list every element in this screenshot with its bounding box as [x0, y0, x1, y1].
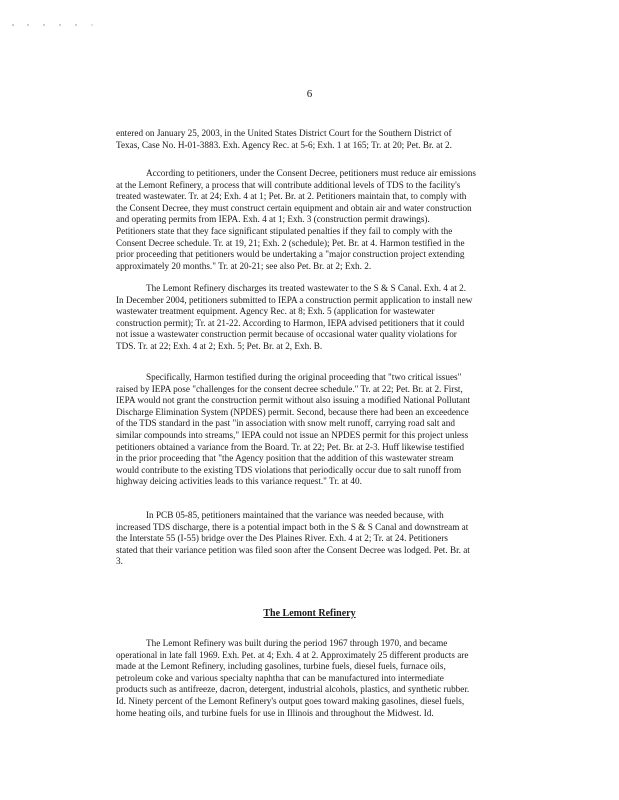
text-line: the Interstate 55 (I-55) bridge over the Des Plaines River. Exh. 4 at 2; Tr. at 24. Petitioners: [116, 533, 448, 544]
text-line: would contribute to the existing TDS violations that periodically occur due to salt runoff from: [116, 464, 462, 475]
text-line: According to petitioners, under the Consent Decree, petitioners must reduce air emissions: [146, 168, 476, 178]
paragraph-discharge: [116, 283, 511, 353]
text-line: Consent Decree schedule. Tr. at 19, 21; Exh. 2 (schedule); Pet. Br. at 4. Harmon testified in the: [116, 237, 465, 248]
text-line: not issue a wastewater construction permit because of occasional water quality violations for: [116, 329, 457, 340]
text-line: operational in late fall 1969. Exh. Pet. at 4; Exh. 4 at 2. Approximately 25 different products are: [116, 649, 469, 660]
scan-artifact-marks: [10, 22, 130, 28]
text-line: at the Lemont Refinery, a process that will contribute additional levels of TDS to the facility's: [116, 179, 461, 190]
text-line: similar compounds into streams," IEPA could not issue an NPDES permit for this project unless: [116, 429, 469, 440]
section-heading: The Lemont Refinery: [263, 608, 356, 619]
text-line: in the prior proceeding that "the Agency position that the addition of this wastewater stream: [116, 453, 454, 464]
text-line: prior proceeding that petitioners would be undertaking a "major construction project extending: [116, 249, 465, 260]
text-line: stated that their variance petition was filed soon after the Consent Decree was lodged. Pet. Br. at: [116, 544, 470, 555]
text-line: Petitioners state that they face significant stipulated penalties if they fail to comply with the: [116, 225, 453, 236]
text-line: TDS. Tr. at 22; Exh. 4 at 2; Exh. 5; Pet. Br. at 2, Exh. B.: [116, 340, 323, 351]
text-line: of the TDS standard in the past "in association with snow melt runoff, carrying road salt and: [116, 418, 455, 429]
paragraph-consent-decree: [116, 168, 511, 272]
text-line: increased TDS discharge, there is a potential impact both in the S & S Canal and downstream at: [116, 521, 469, 532]
text-line: Id. Ninety percent of the Lemont Refinery's output goes toward making gasolines, diesel fuels,: [116, 695, 465, 706]
text-line: home heating oils, and turbine fuels for use in Illinois and throughout the Midwest. Id.: [116, 707, 434, 718]
paragraph-refinery-history: [116, 638, 511, 719]
text-line: The Lemont Refinery was built during the period 1967 through 1970, and became: [146, 638, 448, 648]
text-line: entered on January 25, 2003, in the United States District Court for the Southern District of: [116, 128, 452, 138]
text-line: construction permit); Tr. at 21-22. According to Harmon, IEPA advised petitioners that it could: [116, 317, 465, 328]
text-line: The Lemont Refinery discharges its treated wastewater to the S & S Canal. Exh. 4 at 2.: [146, 283, 467, 293]
text-line: wastewater treatment equipment. Agency Rec. at 8; Exh. 5 (application for wastewater: [116, 306, 435, 317]
text-line: 3.: [116, 556, 123, 567]
text-line: Specifically, Harmon testified during the original proceeding that "two critical issues": [146, 372, 462, 382]
text-line: In PCB 05-85, petitioners maintained that the variance was needed because, with: [146, 510, 444, 520]
text-line: petitioners obtained a variance from the Board. Tr. at 22; Pet. Br. at 2-3. Huff likewise testified: [116, 441, 465, 452]
text-line: and operating permits from IEPA. Exh. 4 at 1; Exh. 3 (construction permit drawings).: [116, 214, 430, 225]
text-line: products such as antifreeze, dacron, detergent, industrial alcohols, plastics, and synthetic rubber.: [116, 684, 470, 695]
text-line: Discharge Elimination System (NPDES) permit. Second, because there had been an exceedence: [116, 406, 469, 417]
page-number: 6: [306, 88, 313, 100]
text-line: In December 2004, petitioners submitted to IEPA a construction permit application to install new: [116, 294, 473, 305]
text-line: approximately 20 months." Tr. at 20-21; see also Pet. Br. at 2; Exh. 2.: [116, 260, 372, 271]
text-line: the Consent Decree, they must construct certain equipment and obtain air and water construction: [116, 202, 472, 213]
paragraph-pcb-05-85: [116, 510, 511, 568]
text-line: petroleum coke and various specialty naphtha that can be manufactured into intermediate: [116, 672, 444, 683]
text-line: treated wastewater. Tr. at 24; Exh. 4 at 1; Pet. Br. at 2. Petitioners maintain that, to comply with: [116, 191, 467, 202]
text-line: Texas, Case No. H-01-3883. Exh. Agency Rec. at 5-6; Exh. 1 at 165; Tr. at 20; Pet. Br. at 2.: [116, 139, 452, 150]
text-line: highway deicing activities leads to this variance request." Tr. at 40.: [116, 476, 362, 487]
text-line: raised by IEPA pose "challenges for the consent decree schedule." Tr. at 22; Pet. Br. at 2. First,: [116, 383, 463, 394]
paragraph-continuation: [116, 128, 511, 151]
paragraph-harmon-testimony: [116, 372, 511, 488]
text-line: made at the Lemont Refinery, including gasolines, turbine fuels, diesel fuels, furnace oils,: [116, 661, 446, 672]
text-line: IEPA would not grant the construction permit without also issuing a modified National Pollutant: [116, 395, 471, 406]
